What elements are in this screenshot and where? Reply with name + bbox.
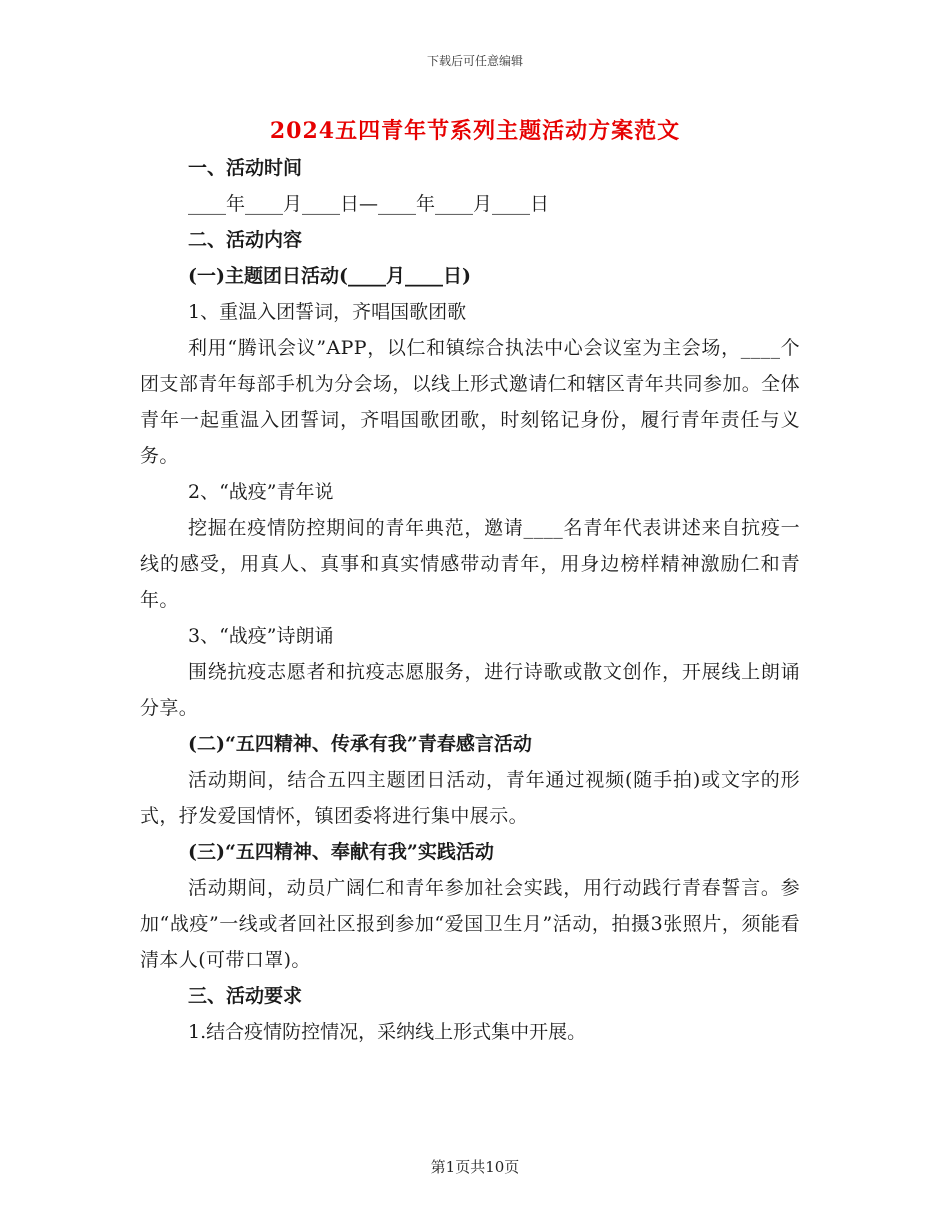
page-footer: 第1页共10页 [430, 1158, 520, 1176]
requirement-1: 1.结合疫情防控情况，采纳线上形式集中开展。 [188, 1021, 587, 1043]
section-heading-time: 一、活动时间 [188, 157, 303, 179]
subsection-heading-3: (三)“五四精神、奉献有我”实践活动 [188, 841, 494, 863]
date-range-line: ____年____月____日—____年____月____日 [188, 193, 550, 215]
subsection-body-3: 活动期间，动员广阔仁和青年参加社会实践，用行动践行青春誓言。参加“战疫”一线或者回社区报到参加“爱国卫生月”活动，拍摄3张照片，须能看清本人(可带口罩)。 [140, 877, 800, 971]
item-heading-3: 3、“战疫”诗朗诵 [188, 625, 334, 647]
section-heading-content: 二、活动内容 [188, 229, 303, 251]
item-heading-2: 2、“战疫”青年说 [188, 481, 334, 503]
document-title: 2024五四青年节系列主题活动方案范文 [269, 118, 681, 144]
header-note: 下载后可任意编辑 [426, 54, 523, 68]
item-heading-1: 1、重温入团誓词，齐唱国歌团歌 [188, 301, 467, 323]
item-body-2: 挖掘在疫情防控期间的青年典范，邀请____名青年代表讲述来自抗疫一线的感受，用真人、真事和真实情感带动青年，用身边榜样精神激励仁和青年。 [140, 517, 800, 611]
section-heading-requirements: 三、活动要求 [188, 985, 303, 1007]
subsection-heading-2: (二)“五四精神、传承有我”青春感言活动 [188, 733, 532, 755]
item-body-3: 围绕抗疫志愿者和抗疫志愿服务，进行诗歌或散文创作，开展线上朗诵分享。 [140, 661, 800, 719]
document-body [140, 150, 800, 1050]
subsection-heading-1: (一)主题团日活动(____月____日) [188, 265, 471, 287]
item-body-1: 利用“腾讯会议”APP，以仁和镇综合执法中心会议室为主会场，____个团支部青年每部手机为分会场，以线上形式邀请仁和辖区青年共同参加。全体青年一起重温入团誓词，齐唱国歌团歌，时刻铭记身份，履行青年责任与义务。 [140, 337, 800, 467]
subsection-body-2: 活动期间，结合五四主题团日活动，青年通过视频(随手拍)或文字的形式，抒发爱国情怀，镇团委将进行集中展示。 [140, 769, 800, 827]
